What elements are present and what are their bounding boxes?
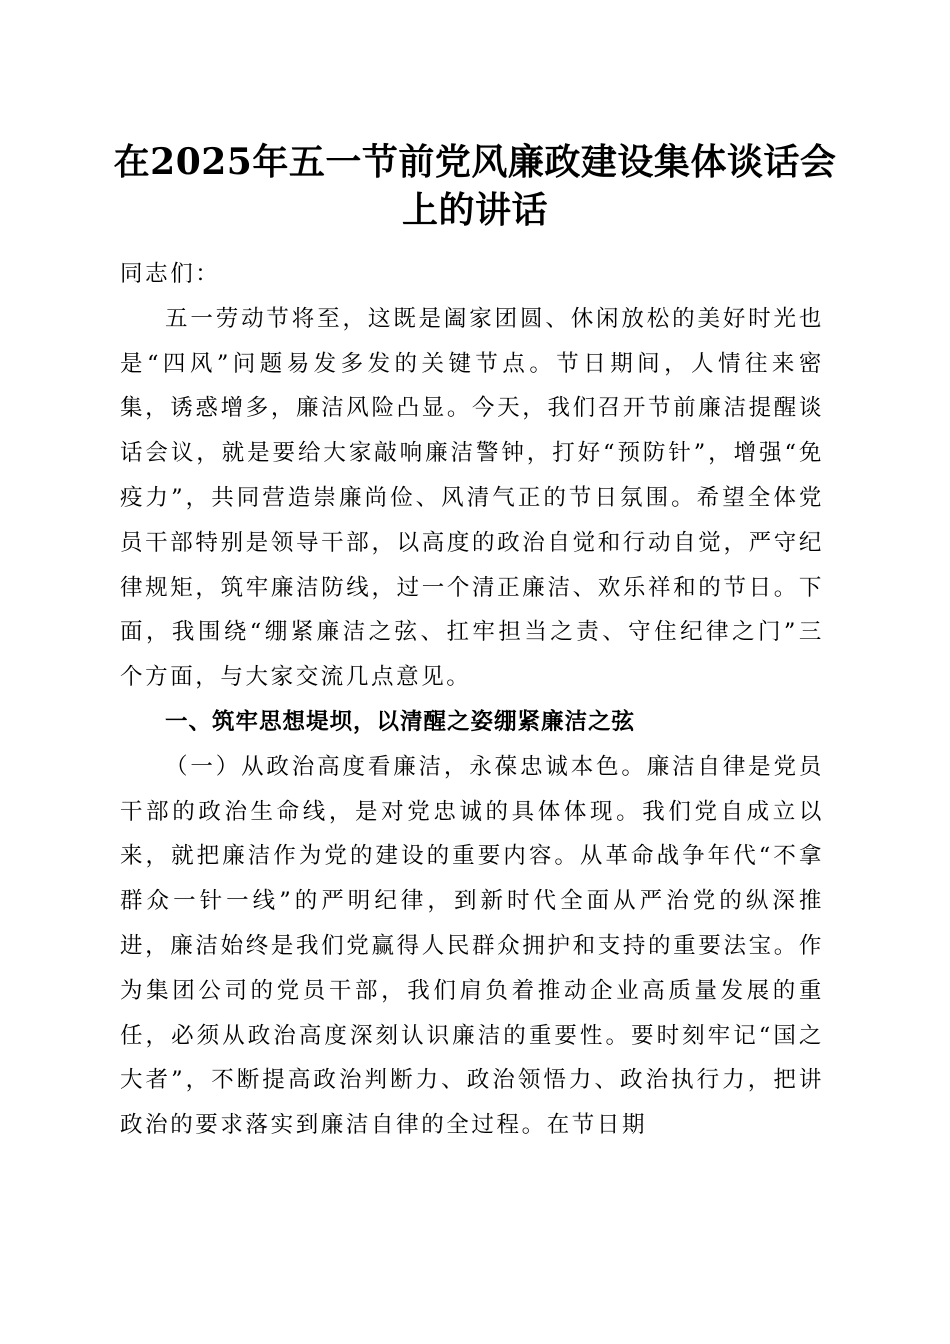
document-body (120, 252, 824, 1148)
title-line-2: 上的讲话 (401, 189, 548, 231)
salutation: 同志们： (120, 261, 221, 287)
section-1-heading: 一、筑牢思想堤坝，以清醒之姿绷紧廉洁之弦 (165, 708, 636, 735)
document-title (100, 138, 850, 234)
title-line-1: 在2025年五一节前党风廉政建设集体谈话会 (113, 141, 837, 183)
section-1-paragraph-1: （一）从政治高度看廉洁，永葆忠诚本色。廉洁自律是党员干部的政治生命线，是对党忠诚的具体体现。我们党自成立以来，就把廉洁作为党的建设的重要内容。从革命战争年代“不拿群众一针一线”的严明纪律，到新时代全面从严治党的纵深推进，廉洁始终是我们党赢得人民群众拥护和支持的重要法宝。作为集团公司的党员干部，我们肩负着推动企业高质量发展的重任，必须从政治高度深刻认识廉洁的重要性。要时刻牢记“国之大者”，不断提高政治判断力、政治领悟力、政治执行力，把讲政治的要求落实到廉洁自律的全过程。在节日期 (120, 753, 824, 1139)
intro-paragraph: 五一劳动节将至，这既是阖家团圆、休闲放松的美好时光也是“四风”问题易发多发的关键节点。节日期间，人情往来密集，诱惑增多，廉洁风险凸显。今天，我们召开节前廉洁提醒谈话会议，就是要给大家敲响廉洁警钟，打好“预防针”，增强“免疫力”，共同营造崇廉尚俭、风清气正的节日氛围。希望全体党员干部特别是领导干部，以高度的政治自觉和行动自觉，严守纪律规矩，筑牢廉洁防线，过一个清正廉洁、欢乐祥和的节日。下面，我围绕“绷紧廉洁之弦、扛牢担当之责、守住纪律之门”三个方面，与大家交流几点意见。 (120, 305, 824, 691)
